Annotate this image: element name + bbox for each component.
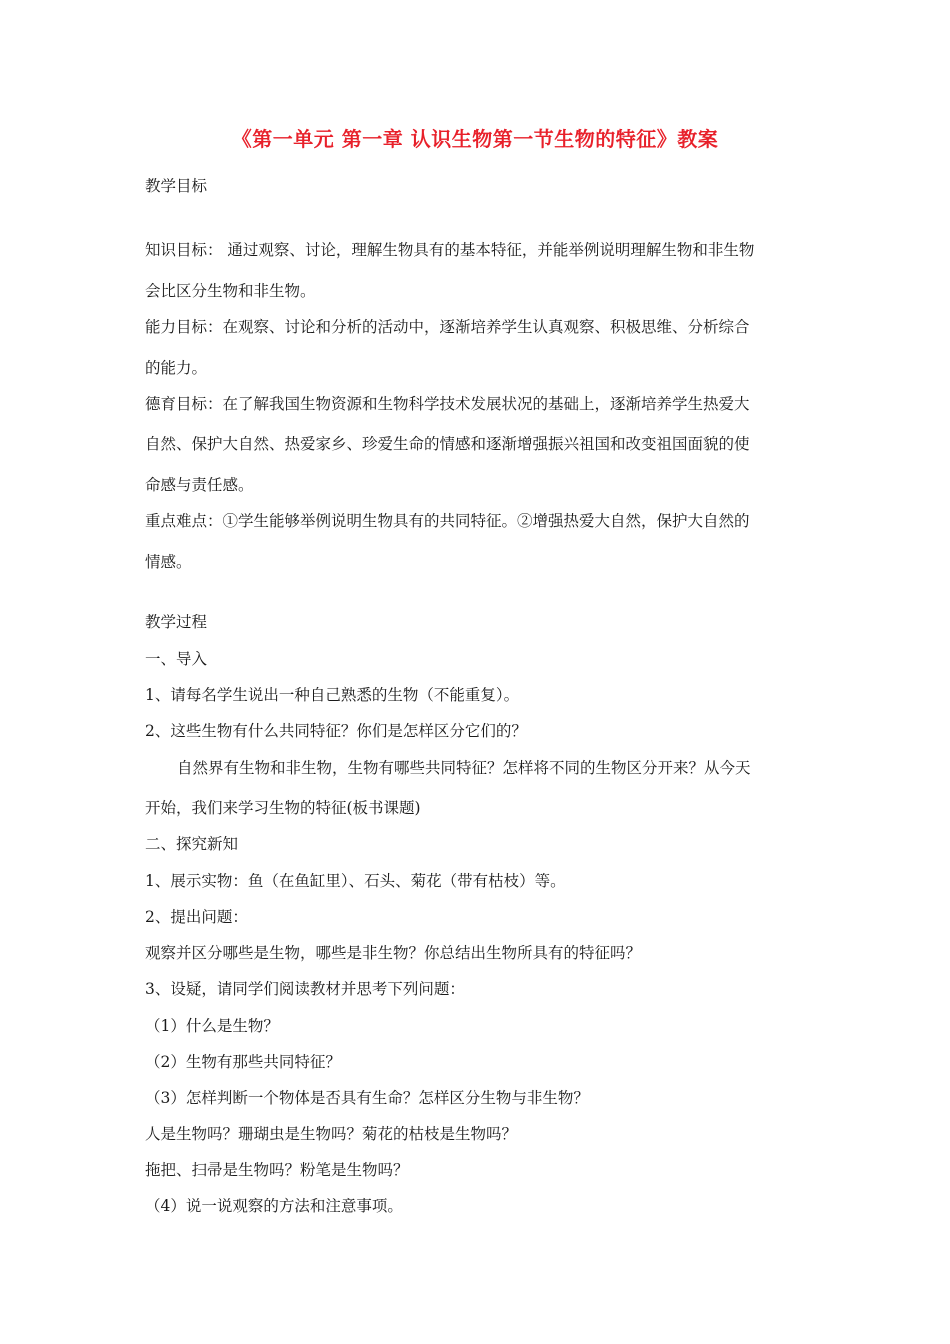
document-title: 《第一单元 第一章 认识生物第一节生物的特征》教案 [231,127,719,151]
paragraph-line: 重点难点：①学生能够举例说明生物具有的共同特征。②增强热爱大自然，保护大自然的 [145,512,750,530]
heading-teaching-goals: 教学目标 [145,177,208,195]
list-item: 2、这些生物有什么共同特征？你们是怎样区分它们的？ [145,722,527,740]
heading-teaching-process: 教学过程 [145,613,208,631]
paragraph-line: 的能力。 [145,359,208,377]
paragraph-line: 人是生物吗？珊瑚虫是生物吗？菊花的枯枝是生物吗？ [145,1125,518,1143]
paragraph-line: 知识目标： 通过观察、讨论，理解生物具有的基本特征，并能举例说明理解生物和非生物 [145,241,755,259]
section-heading: 一、导入 [145,650,208,668]
list-item: 2、提出问题： [145,908,248,926]
list-item: 1、展示实物：鱼（在鱼缸里）、石头、菊花（带有枯枝）等。 [145,872,566,890]
section-heading: 二、探究新知 [145,835,239,853]
list-item: （4）说一说观察的方法和注意事项。 [145,1197,403,1215]
list-item: 3、设疑，请同学们阅读教材并思考下列问题： [145,980,465,998]
list-item: （3）怎样判断一个物体是否具有生命？怎样区分生物与非生物？ [145,1089,589,1107]
paragraph-line: 观察并区分哪些是生物，哪些是非生物？你总结出生物所具有的特征吗？ [145,944,642,962]
paragraph-line: 拖把、扫帚是生物吗？粉笔是生物吗？ [145,1161,409,1179]
paragraph-line: 命感与责任感。 [145,476,254,494]
paragraph-line: 开始，我们来学习生物的特征(板书课题) [145,799,421,817]
list-item: （2）生物有那些共同特征？ [145,1053,341,1071]
paragraph-line: 情感。 [145,553,192,571]
paragraph-line: 能力目标：在观察、讨论和分析的活动中，逐渐培养学生认真观察、积极思维、分析综合 [145,318,750,336]
paragraph-line: 会比区分生物和非生物。 [145,282,316,300]
paragraph-line: 自然、保护大自然、热爱家乡、珍爱生命的情感和逐渐增强振兴祖国和改变祖国面貌的使 [145,435,750,453]
list-item: （1）什么是生物？ [145,1017,279,1035]
paragraph-line: 自然界有生物和非生物，生物有哪些共同特征？怎样将不同的生物区分开来？从今天 [177,759,751,777]
list-item: 1、请每名学生说出一种自己熟悉的生物（不能重复）。 [145,686,520,704]
paragraph-line: 德育目标：在了解我国生物资源和生物科学技术发展状况的基础上，逐渐培养学生热爱大 [145,395,750,413]
